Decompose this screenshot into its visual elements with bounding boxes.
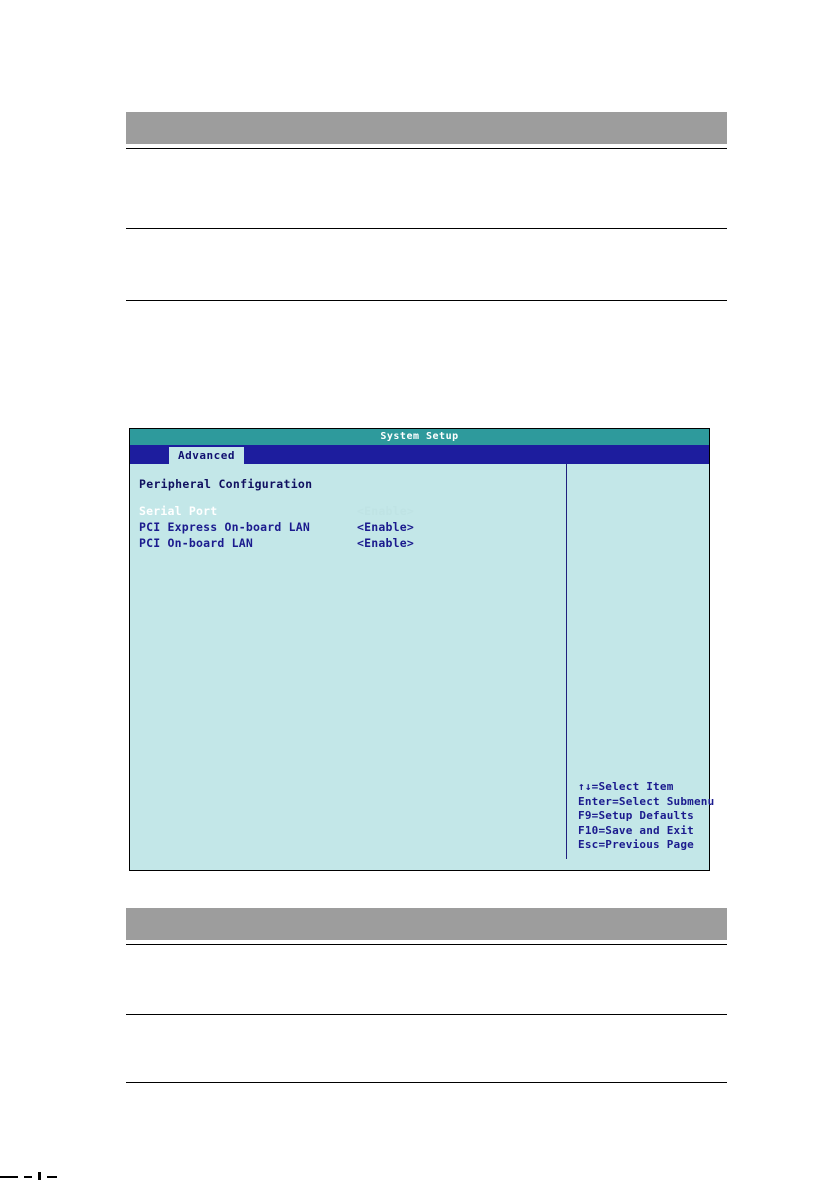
page-rule-bottom-1 <box>126 944 727 945</box>
page-rule-top-2 <box>126 228 727 229</box>
setting-row-serial-port[interactable] <box>139 504 559 519</box>
bios-body <box>130 464 715 870</box>
page-rule-top-1 <box>126 148 727 149</box>
page-rule-bottom-2 <box>126 1014 727 1015</box>
bios-setup-screenshot <box>129 428 715 871</box>
help-line-save-and-exit: F10=Save and Exit <box>578 823 694 837</box>
crop-mark <box>47 1176 57 1178</box>
page-rule-top-3 <box>126 300 727 301</box>
tab-advanced[interactable]: Advanced <box>169 447 244 464</box>
setting-value[interactable]: <Enable> <box>357 520 414 534</box>
page-header-band <box>126 112 727 144</box>
setting-label: PCI Express On-board LAN <box>139 520 310 534</box>
bios-panel-divider <box>566 464 567 859</box>
section-title-peripheral-configuration: Peripheral Configuration <box>139 477 313 491</box>
help-line-select-submenu: Enter=Select Submenu <box>578 794 715 808</box>
crop-mark <box>0 1176 18 1178</box>
page-footer-band <box>126 908 727 940</box>
help-line-select-item: ↑↓=Select Item <box>578 780 674 793</box>
setting-label: Serial Port <box>139 504 218 518</box>
setting-value[interactable]: <Enable> <box>357 504 414 518</box>
page-crop-marks <box>0 1166 829 1186</box>
crop-mark <box>24 1176 32 1178</box>
crop-mark <box>38 1172 41 1180</box>
setting-value[interactable]: <Enable> <box>357 536 414 550</box>
page-rule-bottom-3 <box>126 1082 727 1083</box>
bios-key-help-panel <box>578 780 715 853</box>
help-line-previous-page: Esc=Previous Page <box>578 838 694 851</box>
bios-menu-bar <box>130 445 709 464</box>
setting-row-pci-express-on-board-lan[interactable] <box>139 520 559 535</box>
setting-row-pci-on-board-lan[interactable] <box>139 536 559 551</box>
bios-title-bar: System Setup <box>130 429 709 445</box>
help-line-setup-defaults: F9=Setup Defaults <box>578 809 694 822</box>
setting-label: PCI On-board LAN <box>139 536 253 550</box>
